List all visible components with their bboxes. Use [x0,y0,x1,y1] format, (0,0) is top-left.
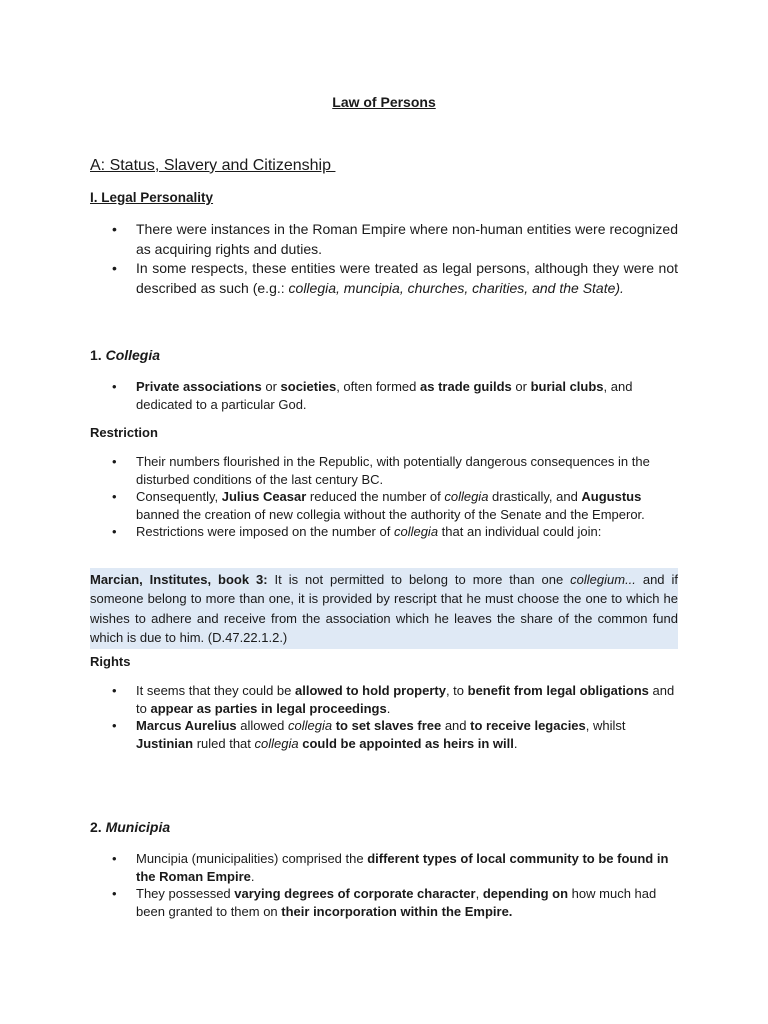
legal-personality-heading: I. Legal Personality [90,190,214,205]
list-item: • Private associations or societies, often formed as trade guilds or burial clubs, and dedicated to a particular God. [90,378,678,413]
list-item: • It seems that they could be allowed to hold property, to benefit from legal obligations and to appear as parties in legal proceedings. [90,682,678,717]
collegia-heading: 1. Collegia [90,347,161,363]
marcian-quote-block: Marcian, Institutes, book 3: It is not permitted to belong to more than one collegium... and if someone belong to more than one, it is provided by rescript that he must choose the one to which he wishes to adhere and receive from the association which he leaves the share of the common fund which is due to him. (D.47.22.1.2.) [90,568,678,649]
municipia-heading: 2. Municipia [90,819,171,835]
list-item: • Muncipia (municipalities) comprised the different types of local community to be found in the Roman Empire. [90,850,678,885]
list-item: • Restrictions were imposed on the number of collegia that an individual could join: [90,523,678,541]
municipia-list [90,850,678,920]
list-item: • They possessed varying degrees of corporate character, depending on how much had been granted to them on their incorporation within the Empire. [90,885,678,920]
list-item: • In some respects, these entities were treated as legal persons, although they were not described as such (e.g.: collegia, muncipia, churches, charities, and the State). [90,259,678,298]
collegia-list [90,378,678,413]
legal-personality-list [90,220,678,298]
restriction-heading: Restriction [90,425,158,440]
rights-list [90,682,678,752]
restriction-list [90,453,678,541]
list-item: • Consequently, Julius Ceasar reduced the number of collegia drastically, and Augustus banned the creation of new collegia without the authority of the Senate and the Emperor. [90,488,678,523]
list-item: • Marcus Aurelius allowed collegia to set slaves free and to receive legacies, whilst Justinian ruled that collegia could be appointed as heirs in will. [90,717,678,752]
section-heading-status-slavery-citizenship: A: Status, Slavery and Citizenship [90,157,336,174]
rights-heading: Rights [90,654,131,669]
list-item: • Their numbers flourished in the Republic, with potentially dangerous consequences in the disturbed conditions of the last century BC. [90,453,678,488]
list-item: • There were instances in the Roman Empire where non-human entities were recognized as acquiring rights and duties. [90,220,678,259]
document-title: Law of Persons [332,94,436,110]
